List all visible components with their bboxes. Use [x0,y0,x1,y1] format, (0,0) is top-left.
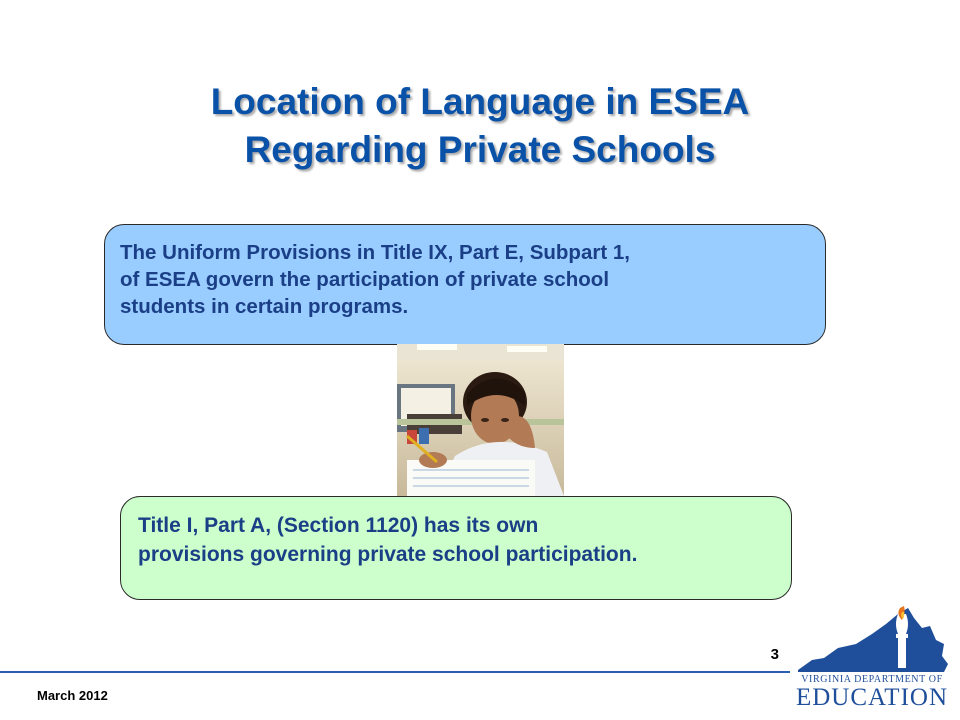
callout-line: students in certain programs. [120,295,409,318]
uniform-provisions-callout [104,224,826,345]
title-one-callout [120,496,792,600]
virginia-state-torch-icon [794,604,950,676]
virginia-doe-logo [794,604,950,710]
page-number: 3 [770,646,779,663]
student-writing-photo [397,344,564,496]
footer-divider [0,671,790,673]
callout-line: provisions governing private school participation. [138,543,638,566]
logo-line-1: VIRGINIA DEPARTMENT OF [801,674,943,685]
callout-line: The Uniform Provisions in Title IX, Part E, Subpart 1, [120,241,630,264]
student-writing-illustration [397,344,564,496]
slide-title-line-2: Regarding Private Schools [244,129,716,170]
slide-title [60,78,900,174]
footer-date: March 2012 [37,688,108,703]
logo-line-2: EDUCATION [795,684,949,711]
callout-line: of ESEA govern the participation of private school [120,268,610,291]
callout-line: Title I, Part A, (Section 1120) has its own [138,514,539,537]
slide-title-line-1: Location of Language in ESEA [210,81,750,122]
